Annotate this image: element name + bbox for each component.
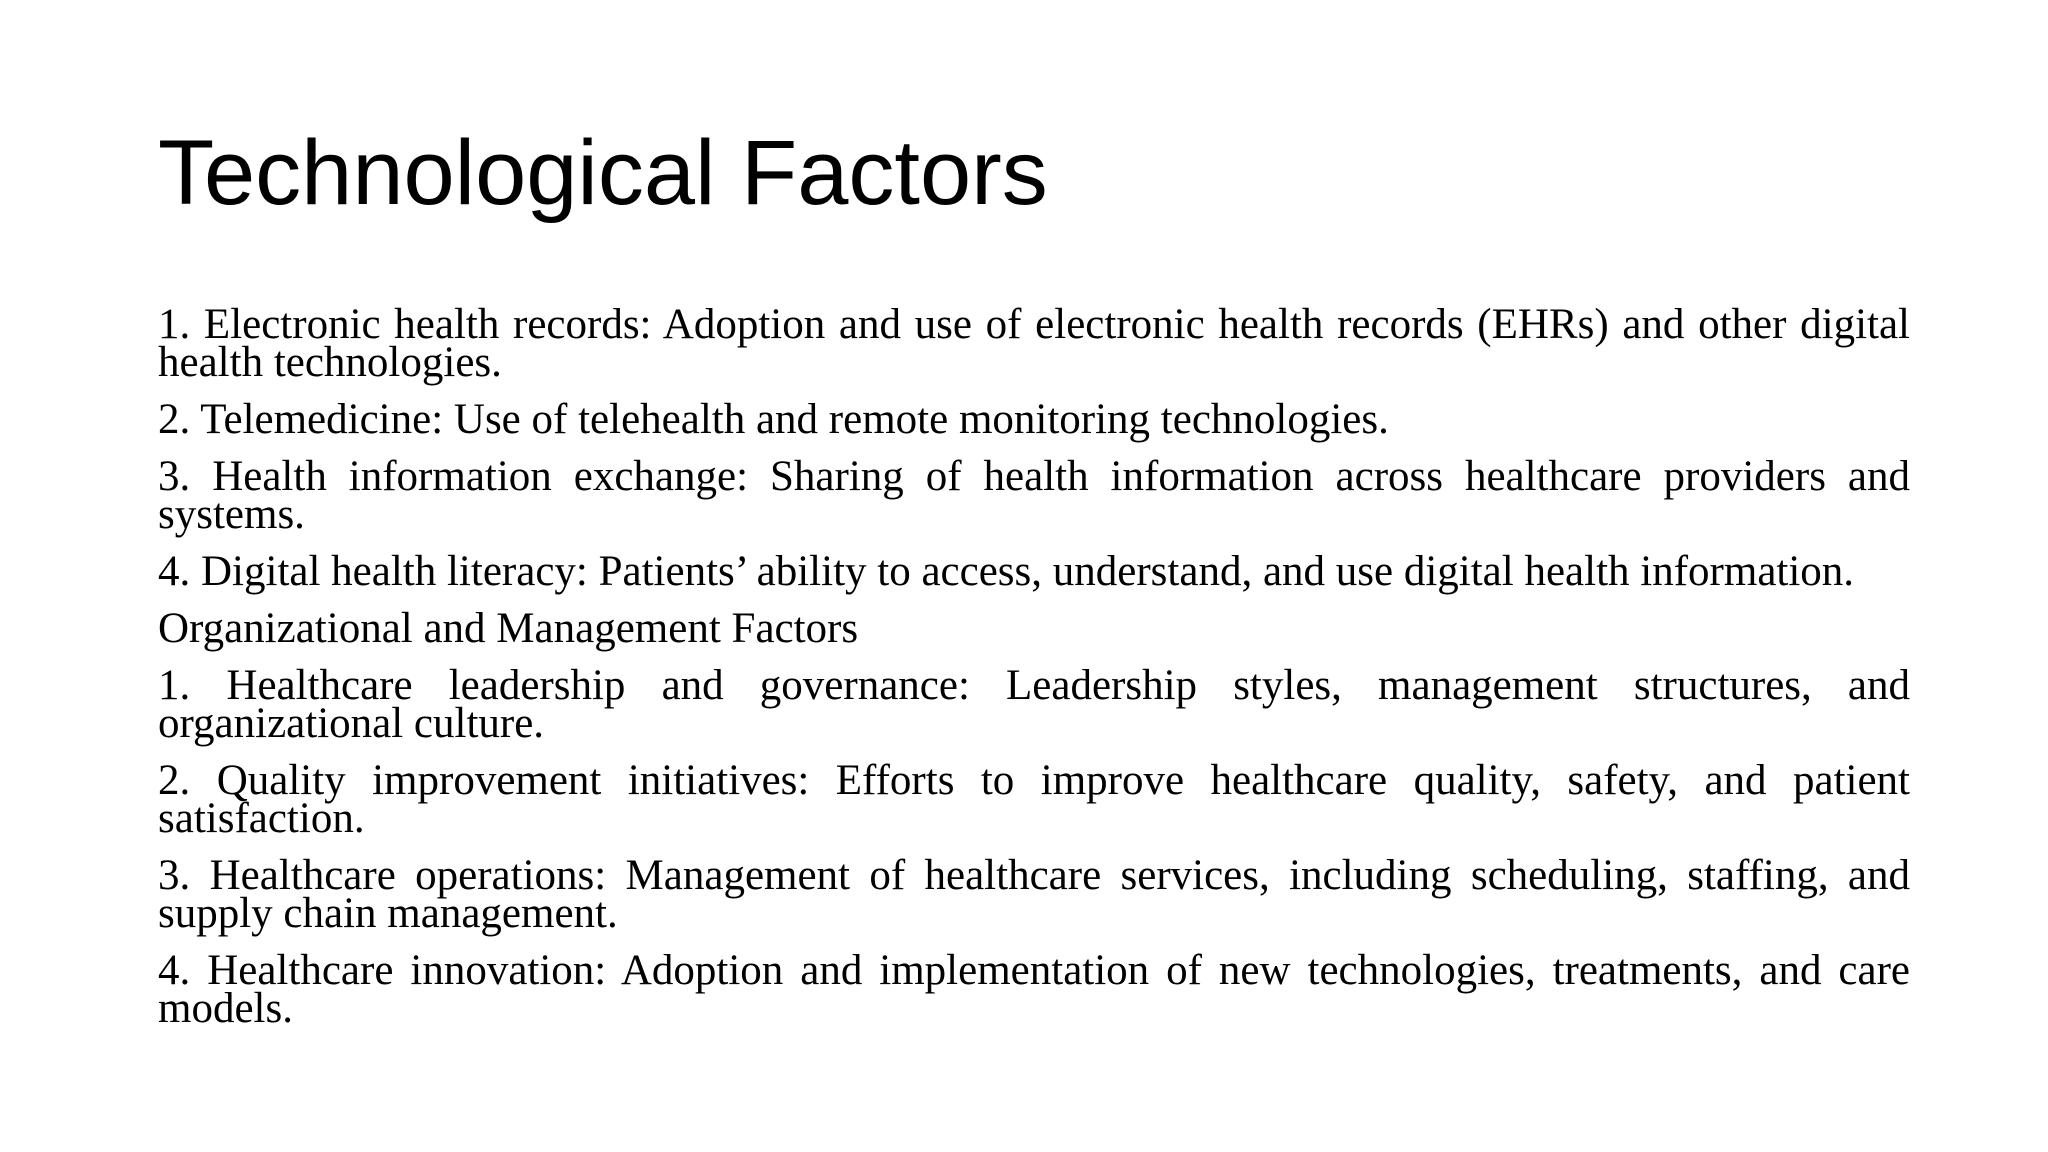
paragraph-digital-health-literacy: 4. Digital health literacy: Patients’ ability to access, understand, and use digital health information. (158, 548, 1855, 595)
paragraph-health-information-exchange: 3. Health information exchange: Sharing of health information across healthcare providers and systems. (158, 453, 1910, 538)
paragraph-telemedicine: 2. Telemedicine: Use of telehealth and remote monitoring technologies. (158, 396, 1389, 443)
slide-body (158, 301, 1910, 1047)
slide-title: Technological Factors (158, 122, 1048, 224)
paragraph-leadership-governance: 1. Healthcare leadership and governance: Leadership styles, management structures, and organizational culture. (158, 662, 1910, 747)
paragraph-ehr: 1. Electronic health records: Adoption and use of electronic health records (EHRs) and other digital health technologies. (158, 301, 1910, 386)
paragraph-healthcare-innovation: 4. Healthcare innovation: Adoption and implementation of new technologies, treatments, and care models. (158, 947, 1910, 1032)
section-heading-organizational: Organizational and Management Factors (158, 605, 859, 652)
paragraph-quality-improvement: 2. Quality improvement initiatives: Efforts to improve healthcare quality, safety, and patient satisfaction. (158, 757, 1910, 842)
paragraph-healthcare-operations: 3. Healthcare operations: Management of healthcare services, including scheduling, staffing, and supply chain management. (158, 852, 1910, 937)
